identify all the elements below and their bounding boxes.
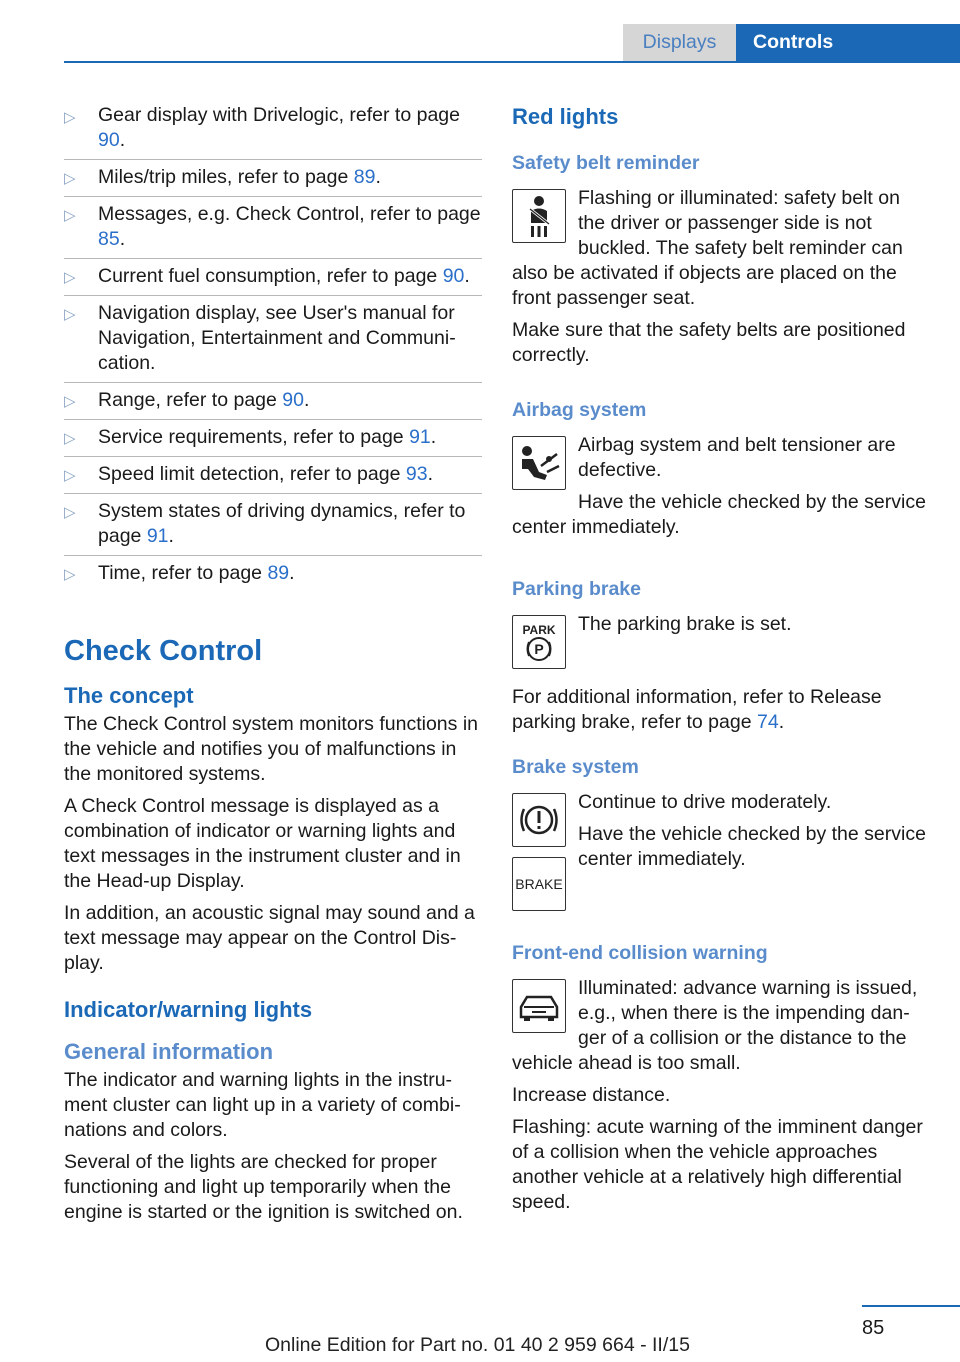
right-column <box>512 100 926 1222</box>
concept-paragraph-1: The Check Control system monitors functions in the vehicle and notifies you of malfunctions in the monitored systems. <box>64 713 478 785</box>
footer-rule <box>862 1305 960 1307</box>
list-item: ▷ Current fuel consumption, refer to page 90. <box>64 260 482 296</box>
page-link[interactable]: 85 <box>98 228 120 250</box>
parking-brake-section <box>512 577 926 735</box>
front-collision-heading: Front-end collision warning <box>512 942 768 964</box>
bullet-triangle-icon: ▷ <box>64 269 76 286</box>
concept-paragraph-2: A Check Control message is displayed as a combination of indicator or warning lights and text messages in the instrument cluster and in the Head-up Display. <box>64 795 461 892</box>
bullet-triangle-icon: ▷ <box>64 393 76 410</box>
page-link[interactable]: 90 <box>282 389 304 411</box>
front-collision-paragraph-1: Illuminated: advance warning is issued, e.g., when there is the impending danger of a collision or the distance to the vehicle ahead is too small. <box>512 977 918 1074</box>
bullet-triangle-icon: ▷ <box>64 430 76 447</box>
page-link[interactable]: 90 <box>98 129 120 151</box>
parking-brake-heading: Parking brake <box>512 578 641 600</box>
bullet-triangle-icon: ▷ <box>64 504 76 521</box>
check-control-heading: Check Control <box>64 635 263 667</box>
concept-paragraph-3: In addition, an acoustic signal may sound and a text message may appear on the Control Display. <box>64 902 475 974</box>
brake-system-heading: Brake system <box>512 756 639 778</box>
feature-list <box>64 100 482 592</box>
left-column <box>64 100 482 1232</box>
bullet-triangle-icon: ▷ <box>64 467 76 484</box>
airbag-icon <box>512 436 566 490</box>
list-item: ▷ Messages, e.g. Check Control, refer to page 85. <box>64 198 482 259</box>
bullet-triangle-icon: ▷ <box>64 566 76 583</box>
list-item: ▷ Service requirements, refer to page 91. <box>64 421 482 457</box>
airbag-paragraph-1: Airbag system and belt tensioner are defective. <box>578 434 896 481</box>
list-item: ▷ Speed limit detection, refer to page 93. <box>64 458 482 494</box>
parking-brake-icon <box>512 615 566 669</box>
brake-text-icon <box>512 857 566 911</box>
front-collision-paragraph-2: Increase distance. <box>512 1084 671 1106</box>
page-number: 85 <box>862 1317 885 1339</box>
svg-text:P: P <box>534 641 544 657</box>
list-item: ▷ Gear display with Drivelogic, refer to page 90. <box>64 100 482 160</box>
general-information-heading: General information <box>64 1039 274 1064</box>
indicator-lights-heading: Indicator/warning lights <box>64 997 313 1022</box>
bullet-triangle-icon: ▷ <box>64 306 76 323</box>
header-section-displays[interactable]: Displays <box>623 24 736 61</box>
list-item: ▷ Range, refer to page 90. <box>64 384 482 420</box>
brake-system-section <box>512 755 926 911</box>
concept-heading: The concept <box>64 683 194 708</box>
page-link[interactable]: 93 <box>405 463 428 485</box>
brake-warning-icon <box>512 793 566 847</box>
parking-brake-paragraph-1: The parking brake is set. <box>578 613 792 635</box>
page-link[interactable]: 89 <box>353 166 376 188</box>
parking-brake-paragraph-2: For additional information, refer to Release parking brake, refer to page 74. <box>512 686 882 733</box>
safety-belt-paragraph-2: Make sure that the safety belts are positioned correctly. <box>512 319 906 366</box>
front-collision-icon <box>512 979 566 1033</box>
page-link[interactable]: 91 <box>146 525 169 547</box>
brake-system-paragraph-1: Continue to drive moderately. <box>578 791 832 813</box>
safety-belt-heading: Safety belt reminder <box>512 152 700 174</box>
park-icon-label: PARK <box>522 623 556 637</box>
front-collision-paragraph-3: Flashing: acute warning of the imminent danger of a collision when the vehicle approaches another vehicle at a relatively high differential speed. <box>512 1116 923 1213</box>
general-paragraph-1: The indicator and warning lights in the instrument cluster can light up in a variety of combinations and colors. <box>64 1069 461 1141</box>
header-chapter-controls[interactable]: Controls <box>736 24 960 61</box>
page-link[interactable]: 89 <box>267 562 290 584</box>
airbag-section <box>512 398 926 547</box>
page-link[interactable]: 90 <box>442 265 465 287</box>
brake-icon-label: BRAKE <box>515 876 563 892</box>
airbag-paragraph-2: Have the vehicle checked by the service center immediately. <box>512 491 926 538</box>
bullet-triangle-icon: ▷ <box>64 170 76 187</box>
front-collision-section <box>512 941 926 1215</box>
bullet-triangle-icon: ▷ <box>64 207 76 224</box>
page-link-74[interactable]: 74 <box>756 711 779 733</box>
general-paragraph-2: Several of the lights are checked for proper functioning and light up temporarily when the engine is started or the ignition is switched on. <box>64 1151 463 1223</box>
list-item: ▷ Miles/trip miles, refer to page 89. <box>64 161 482 197</box>
list-item: ▷ System states of driving dynamics, refer to page 91. <box>64 495 482 556</box>
edition-footer: Online Edition for Part no. 01 40 2 959 664 - II/15 <box>265 1334 690 1356</box>
safety-belt-section <box>512 151 926 368</box>
seatbelt-icon <box>512 189 566 243</box>
brake-system-paragraph-2: Have the vehicle checked by the service center immediately. <box>578 823 926 870</box>
red-lights-heading: Red lights <box>512 104 619 129</box>
bullet-triangle-icon: ▷ <box>64 109 76 126</box>
list-item: ▷ Navigation display, see User's manual for Navigation, Entertainment and Communication. <box>64 297 482 383</box>
safety-belt-paragraph-1: Flashing or illuminated: safety belt on the driver or passenger side is not buckled. The safety belt reminder can also be activated if objects are placed on the front passenger seat. <box>512 187 903 309</box>
airbag-heading: Airbag system <box>512 399 647 421</box>
header-rule <box>64 61 960 63</box>
list-item: ▷ Time, refer to page 89. <box>64 557 482 592</box>
page-link[interactable]: 91 <box>409 426 431 448</box>
